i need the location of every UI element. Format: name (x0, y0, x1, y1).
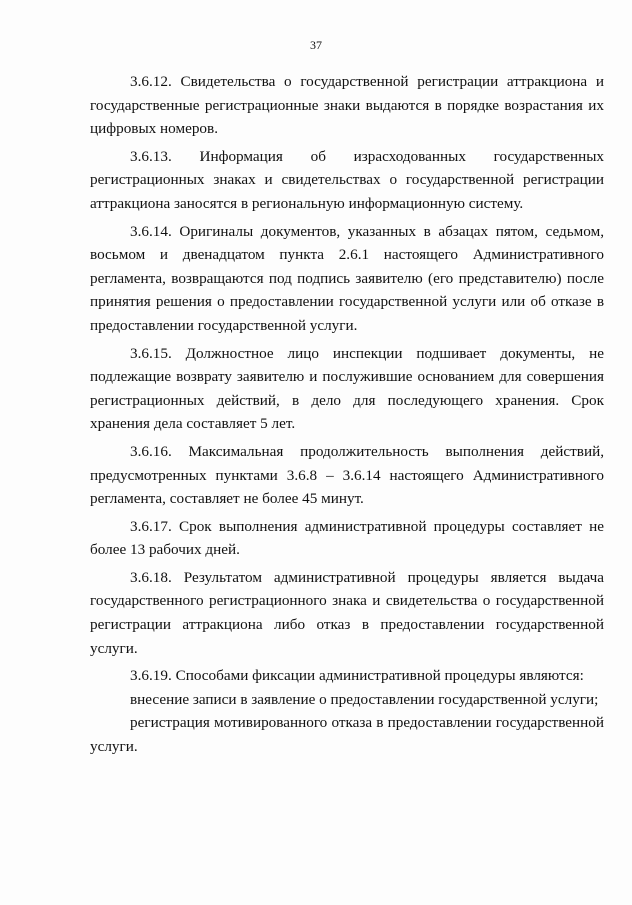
paragraph-3-6-16: 3.6.16. Максимальная продолжительность выполнения действий, предусмотренных пунктами 3.6.8 – 3.6.14 настоящего Административного регламента, составляет не более 45 минут. (90, 442, 604, 508)
list-item-application-record: внесение записи в заявление о предоставлении государственной услуги; (130, 690, 599, 708)
paragraph-3-6-12: 3.6.12. Свидетельства о государственной регистрации аттракциона и государственные регистрационные знаки выдаются в порядке возрастания их цифровых номеров. (90, 73, 604, 138)
paragraph-3-6-17: 3.6.17. Срок выполнения административной процедуры составляет не более 13 рабочих дней. (90, 517, 604, 559)
paragraph-3-6-15: 3.6.15. Должностное лицо инспекции подшивает документы, не подлежащие возврату заявителю и послужившие основанием для совершения регистрационных действий, в дело для последующего хранения. Срок хранения дела составляет 5 лет. (90, 344, 604, 433)
paragraph-3-6-13: 3.6.13. Информация об израсходованных государственных регистрационных знаках и свидетельствах о государственной регистрации аттракциона заносятся в региональную информационную систему. (90, 147, 604, 212)
list-item-refusal-registration: регистрация мотивированного отказа в предоставлении государственной услуги. (90, 714, 604, 756)
page-number: 37 (310, 38, 322, 52)
paragraph-3-6-19: 3.6.19. Способами фиксации административной процедуры являются: (130, 667, 584, 685)
document-body (90, 70, 604, 763)
paragraph-3-6-14: 3.6.14. Оригиналы документов, указанных в абзацах пятом, седьмом, восьмом и двенадцатом пункта 2.6.1 настоящего Административного регламента, возвращаются под подпись заявителю (его представителю) после принятия решения о предоставлении государственной услуги или об отказе в предоставлении государственной услуги. (90, 222, 604, 334)
paragraph-3-6-18: 3.6.18. Результатом административной процедуры является выдача государственного регистрационного знака и свидетельства о государственной регистрации аттракциона либо отказ в предоставлении государственной услуги. (90, 568, 604, 657)
